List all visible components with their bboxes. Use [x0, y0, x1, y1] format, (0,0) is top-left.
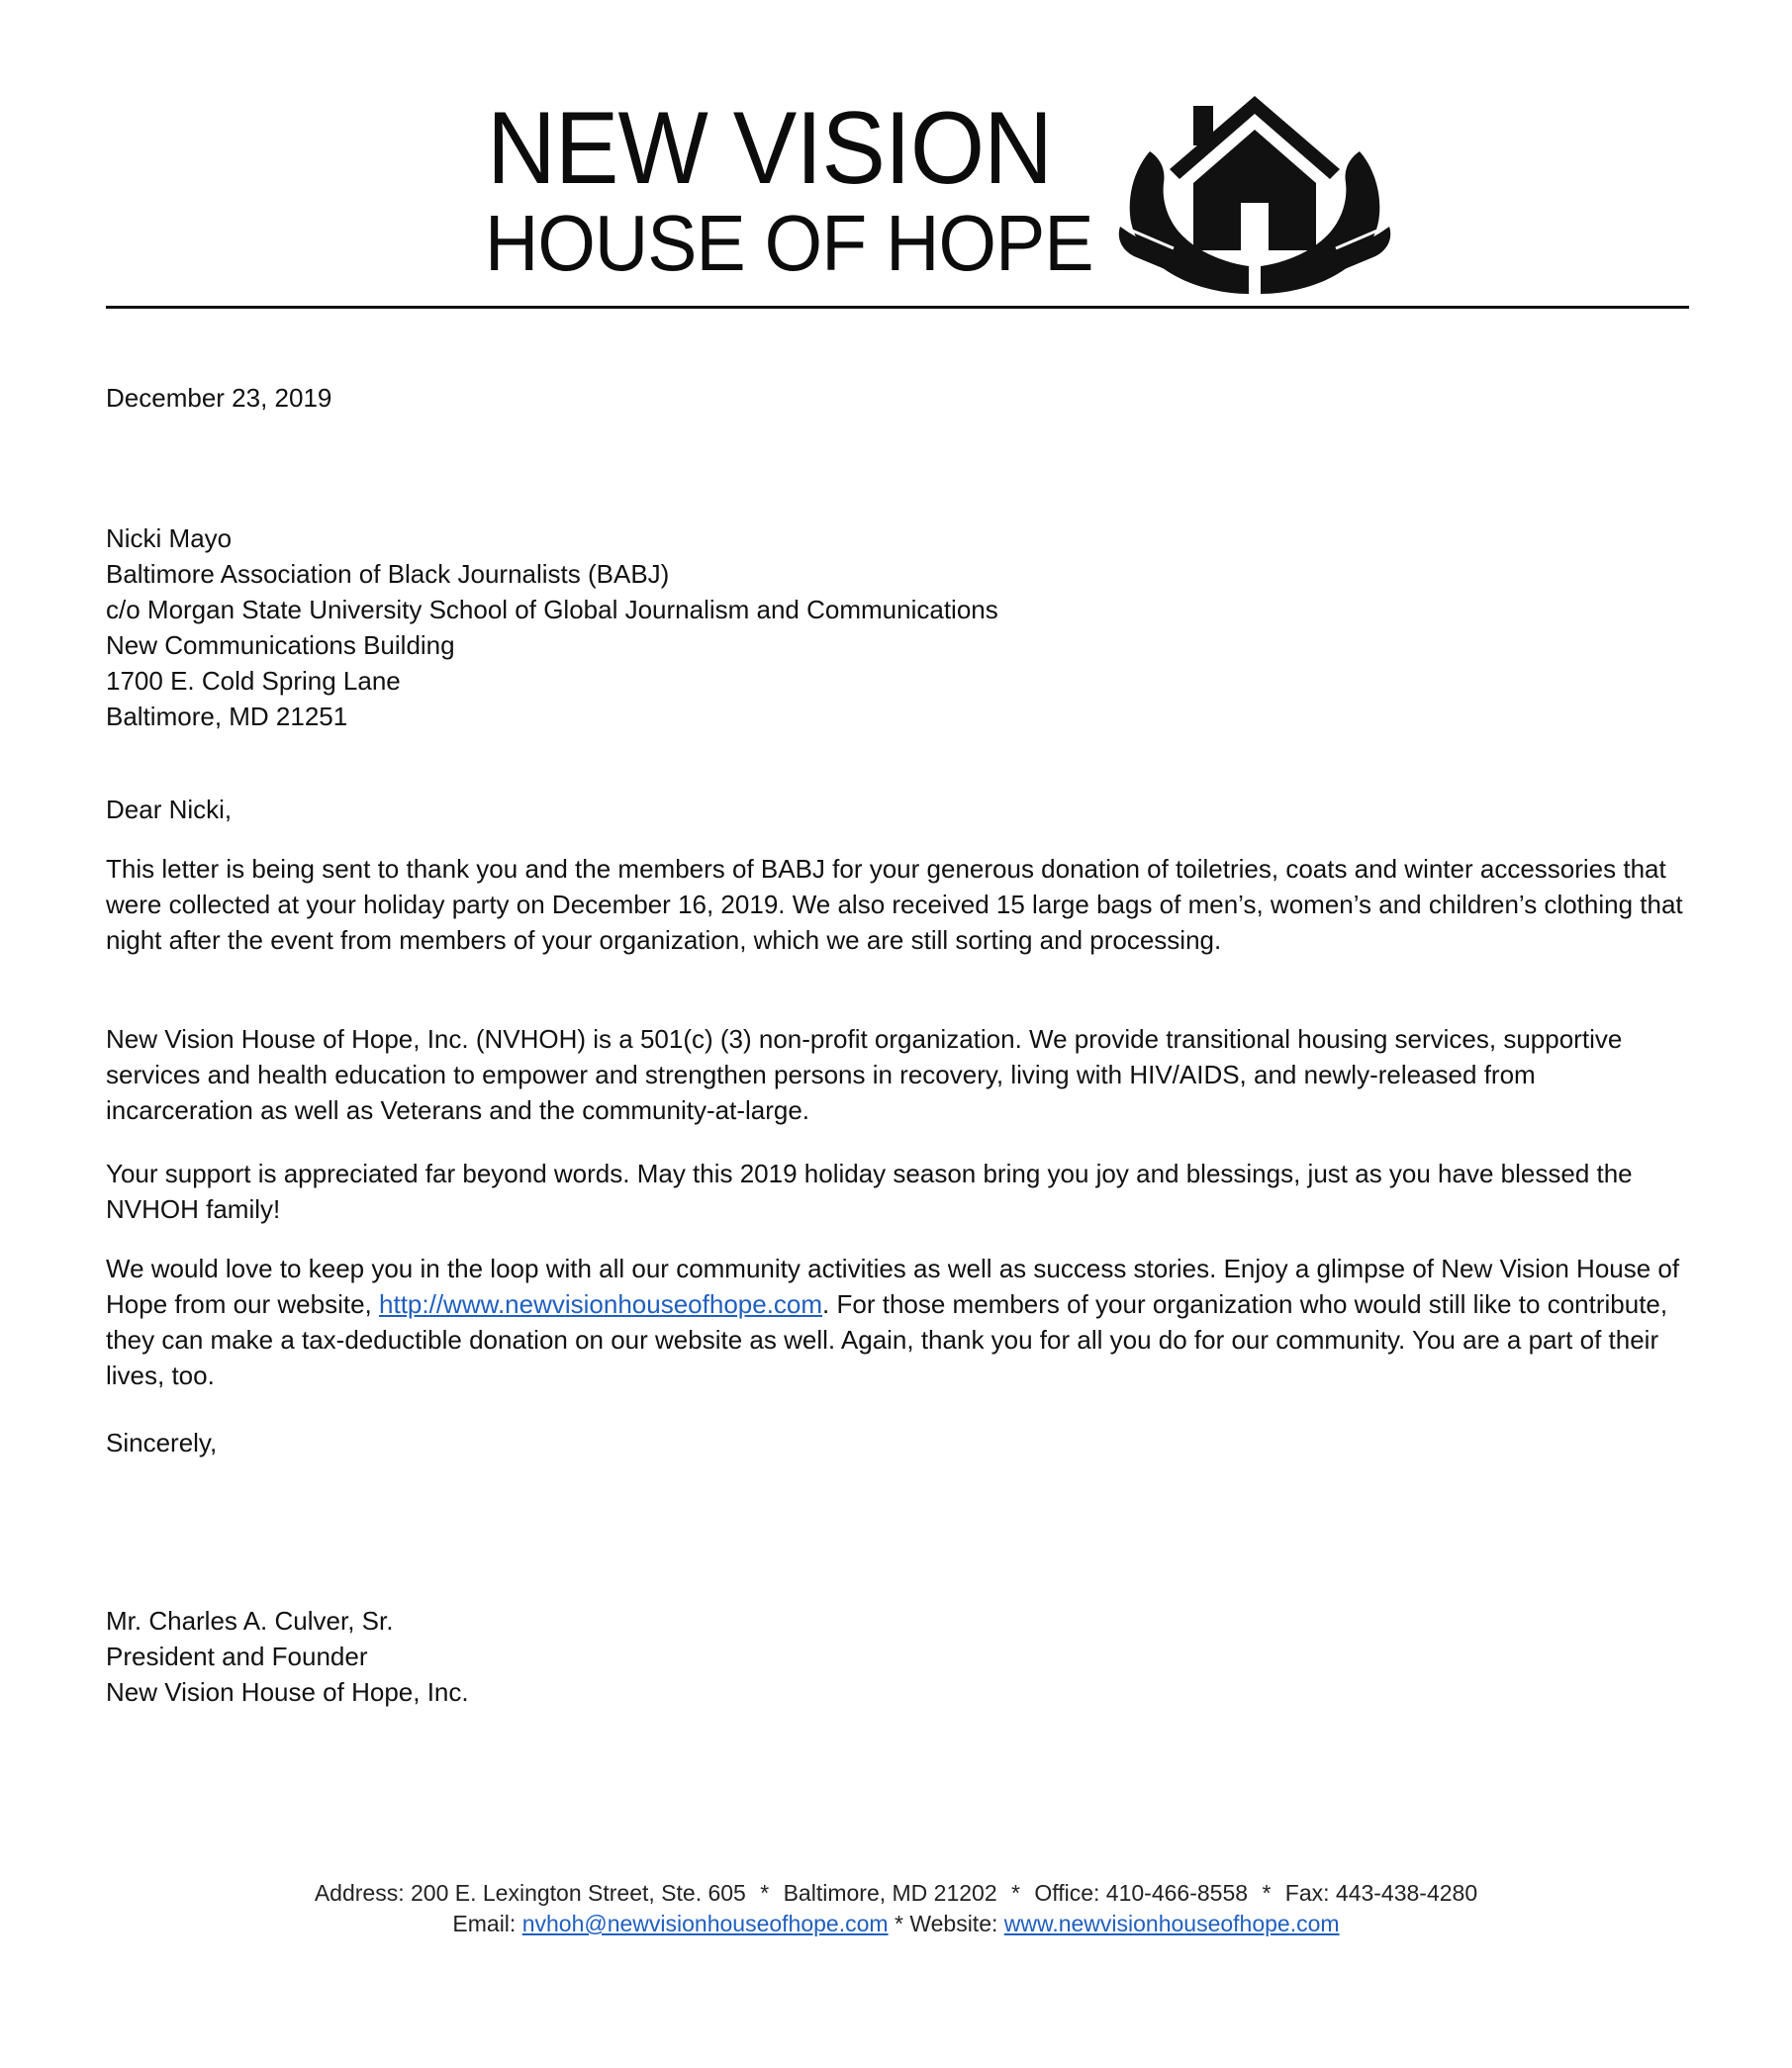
- signature-block: [106, 1603, 1689, 1710]
- footer-website-label: Website:: [909, 1911, 998, 1936]
- footer-address: Address: 200 E. Lexington Street, Ste. 605: [314, 1880, 746, 1906]
- body-paragraph-4: [106, 1251, 1689, 1393]
- footer-separator: *: [894, 1911, 903, 1936]
- signer-name: Mr. Charles A. Culver, Sr.: [106, 1606, 394, 1636]
- paragraph-4-text-end: . For those members of your organization who would still like to contribute, they can make a tax-deductible donation on our website as well. Again, thank you for all you do for our community. You are a part of their lives, too.: [106, 1289, 1668, 1390]
- brand-name-line2: HOUSE OF HOPE: [485, 199, 1093, 287]
- recipient-care-of: c/o Morgan State University School of Global Journalism and Communications: [106, 595, 998, 624]
- signer-organization: New Vision House of Hope, Inc.: [106, 1677, 469, 1707]
- footer-fax: Fax: 443-438-4280: [1284, 1880, 1478, 1906]
- body-paragraph-2: New Vision House of Hope, Inc. (NVHOH) is a 501(c) (3) non-profit organization. We provide transitional housing services, supportive services and health education to empower and strengthen persons in recovery, living with HIV/AIDS, and newly-released from incarceration as well as Veterans and the community-at-large.: [106, 1024, 1623, 1125]
- paragraph-4-text-start: We would love to keep you in the loop with all our community activities as well as success stories. Enjoy a glimpse of New Vision House of Hope from our website,: [106, 1254, 1680, 1319]
- footer-contact-line: [0, 1877, 1792, 1909]
- recipient-organization: Baltimore Association of Black Journalists (BABJ): [106, 559, 670, 589]
- website-link[interactable]: http://www.newvisionhouseofhope.com: [379, 1289, 823, 1319]
- footer-separator: *: [1011, 1880, 1020, 1906]
- footer-email-link[interactable]: nvhoh@newvisionhouseofhope.com: [521, 1911, 889, 1936]
- recipient-address: [106, 520, 1689, 734]
- footer-separator: *: [1262, 1880, 1272, 1906]
- letterhead: [475, 91, 1405, 302]
- recipient-building: New Communications Building: [106, 630, 455, 660]
- body-paragraph-3: Your support is appreciated far beyond words. May this 2019 holiday season bring you joy and blessings, just as you have blessed the NVHOH family!: [106, 1159, 1633, 1224]
- closing: Sincerely,: [106, 1428, 218, 1457]
- brand-name-line1: NEW VISION: [487, 91, 1053, 206]
- recipient-name: Nicki Mayo: [106, 523, 233, 553]
- signer-title: President and Founder: [106, 1642, 368, 1671]
- footer-city: Baltimore, MD 21202: [783, 1880, 997, 1906]
- salutation: Dear Nicki,: [106, 795, 233, 824]
- body-paragraph-1: This letter is being sent to thank you and the members of BABJ for your generous donation of toiletries, coats and winter accessories that were collected at your holiday party on December 16, 2019. We also received 15 large bags of men’s, women’s and children’s clothing that night after the event from members of your organization, which we are still sorting and processing.: [106, 854, 1683, 955]
- letter-date: December 23, 2019: [106, 383, 332, 413]
- footer-office-phone: Office: 410-466-8558: [1034, 1880, 1249, 1906]
- footer-email-label: Email:: [452, 1911, 517, 1936]
- footer-separator: *: [760, 1880, 770, 1906]
- house-in-hands-icon: [1110, 92, 1399, 296]
- recipient-city-state-zip: Baltimore, MD 21251: [106, 702, 348, 731]
- header-divider: [106, 306, 1689, 309]
- footer-web-line: [0, 1908, 1792, 1939]
- recipient-street: 1700 E. Cold Spring Lane: [106, 666, 401, 696]
- footer-website-link[interactable]: www.newvisionhouseofhope.com: [1003, 1911, 1340, 1936]
